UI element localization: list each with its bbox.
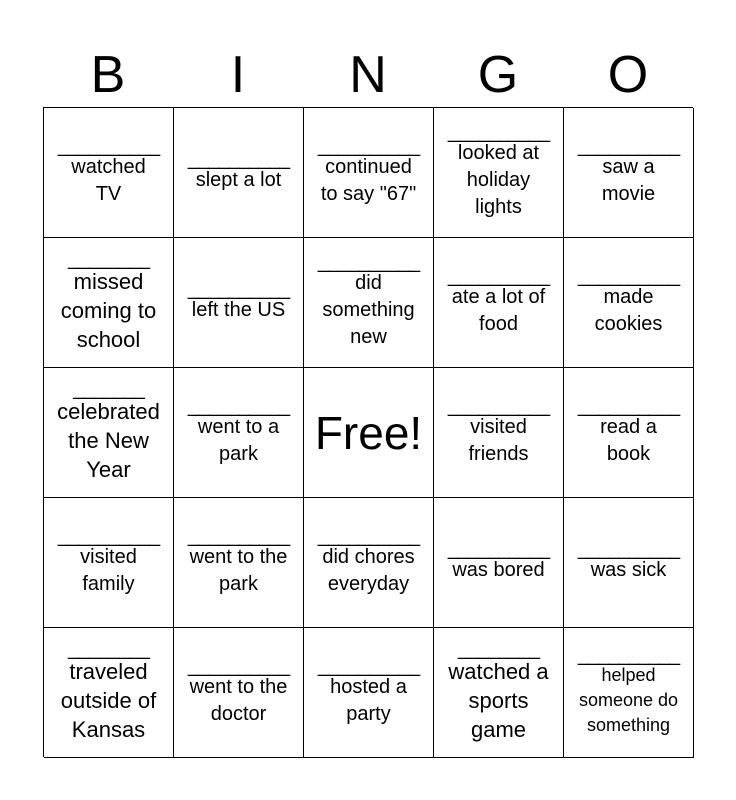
fill-in-blank-line: __________ <box>187 278 290 300</box>
fill-in-blank-line: __________ <box>317 654 420 677</box>
bingo-cell <box>174 628 304 758</box>
cell-prompt-text: was sick <box>590 559 667 581</box>
fill-in-blank-line: __________ <box>317 251 420 273</box>
fill-in-blank-line: __________ <box>187 394 290 417</box>
bingo-cell <box>44 238 174 368</box>
bingo-cell <box>174 368 304 498</box>
bingo-cell <box>44 498 174 628</box>
bingo-cell <box>434 238 564 368</box>
cell-prompt-text: made cookies <box>594 285 663 335</box>
bingo-cell <box>564 628 694 758</box>
fill-in-blank-line: __________ <box>447 538 550 560</box>
fill-in-blank-line: __________ <box>187 524 290 547</box>
cell-prompt-text: did something new <box>322 272 415 348</box>
cell-prompt-text: went to a park <box>197 415 280 465</box>
bingo-free-cell <box>304 368 434 498</box>
free-space-label: Free! <box>314 406 423 459</box>
bingo-cell <box>44 368 174 498</box>
bingo-cell <box>44 628 174 758</box>
cell-prompt-text: traveled outside of Kansas <box>60 659 157 742</box>
fill-in-blank-line: __________ <box>577 264 680 287</box>
cell-prompt-text: watched a sports game <box>448 659 549 742</box>
cell-prompt-text: celebrated the New Year <box>57 399 160 482</box>
fill-in-blank-line: ________ <box>68 248 149 270</box>
cell-prompt-text: continued to say "67" <box>320 155 417 205</box>
bingo-cell <box>434 108 564 238</box>
fill-in-blank-line: __________ <box>577 394 680 417</box>
cell-prompt-text: left the US <box>191 299 286 321</box>
cell-prompt-text: looked at holiday lights <box>457 142 540 218</box>
fill-in-blank-line: __________ <box>447 264 550 287</box>
header-letter-i: I <box>230 46 246 104</box>
cell-prompt-text: was bored <box>452 559 545 581</box>
fill-in-blank-line: __________ <box>447 394 550 417</box>
cell-prompt-text: ate a lot of food <box>451 285 546 335</box>
bingo-cell <box>304 108 434 238</box>
fill-in-blank-line: ________ <box>68 638 149 660</box>
bingo-card-grid <box>43 107 693 757</box>
bingo-cell <box>304 498 434 628</box>
cell-prompt-text: helped someone do something <box>578 665 679 735</box>
bingo-cell <box>174 498 304 628</box>
bingo-cell <box>304 628 434 758</box>
bingo-cell <box>564 498 694 628</box>
header-letter-g: G <box>477 46 519 104</box>
fill-in-blank-line: __________ <box>317 524 420 547</box>
fill-in-blank-line: __________ <box>57 134 160 157</box>
fill-in-blank-line: __________ <box>317 134 420 157</box>
cell-prompt-text: watched TV <box>71 155 146 205</box>
fill-in-blank-line: __________ <box>187 654 290 677</box>
cell-prompt-text: went to the park <box>189 545 288 595</box>
cell-prompt-text: visited friends <box>468 415 529 465</box>
cell-prompt-text: slept a lot <box>195 169 282 191</box>
cell-prompt-text: visited family <box>80 545 137 595</box>
bingo-cell <box>564 108 694 238</box>
cell-prompt-text: hosted a party <box>330 675 407 725</box>
bingo-cell <box>434 498 564 628</box>
cell-prompt-text: read a book <box>600 415 657 465</box>
bingo-cell <box>174 238 304 368</box>
bingo-cell <box>44 108 174 238</box>
fill-in-blank-line: __________ <box>187 148 290 170</box>
fill-in-blank-line: __________ <box>577 538 680 560</box>
header-letter-n: N <box>349 46 387 104</box>
fill-in-blank-line: __________ <box>57 524 160 547</box>
bingo-cell <box>304 238 434 368</box>
header-letter-o: O <box>607 46 649 104</box>
cell-prompt-text: did chores everyday <box>322 545 415 595</box>
bingo-cell <box>434 628 564 758</box>
fill-in-blank-line: __________ <box>447 121 550 143</box>
bingo-cell <box>174 108 304 238</box>
fill-in-blank-line: ________ <box>458 638 539 660</box>
bingo-cell <box>564 238 694 368</box>
cell-prompt-text: missed coming to school <box>60 269 157 352</box>
cell-prompt-text: saw a movie <box>601 155 656 205</box>
header-letter-b: B <box>90 46 126 104</box>
fill-in-blank-line: __________ <box>577 134 680 157</box>
bingo-header <box>43 44 693 106</box>
bingo-cell <box>564 368 694 498</box>
fill-in-blank-line: _______ <box>73 378 144 400</box>
fill-in-blank-line: __________ <box>577 644 680 666</box>
cell-prompt-text: went to the doctor <box>189 675 288 725</box>
bingo-cell <box>434 368 564 498</box>
